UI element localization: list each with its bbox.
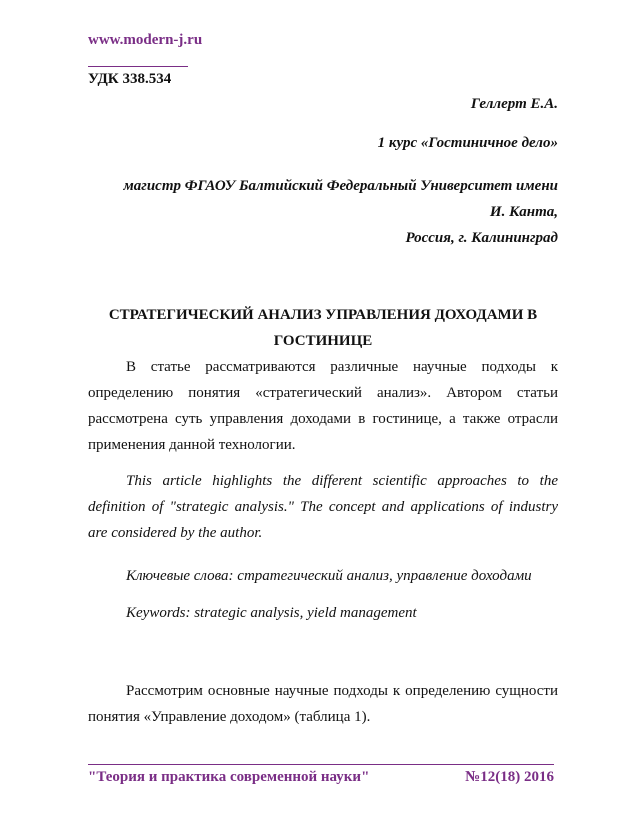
- abstract-russian: В статье рассматриваются различные научные подходы к определению понятия «стратегический анализ». Автором статьи рассмотрена суть управления доходами в гостинице, а также отрасли применения данной технологии.: [88, 359, 558, 453]
- author-course: 1 курс «Гостиничное дело»: [377, 135, 558, 151]
- author-name: Геллерт Е.А.: [470, 96, 558, 112]
- footer-divider: [88, 764, 554, 765]
- header-divider: [88, 66, 188, 67]
- author-affiliation: магистр ФГАОУ Балтийский Федеральный Университет имени И. Канта,: [123, 178, 558, 220]
- intro-paragraph: Рассмотрим основные научные подходы к определению сущности понятия «Управление доходом» (таблица 1).: [88, 683, 558, 725]
- journal-name: "Теория и практика современной науки": [88, 769, 370, 785]
- article-title: СТРАТЕГИЧЕСКИЙ АНАЛИЗ УПРАВЛЕНИЯ ДОХОДАМИ В ГОСТИНИЦЕ: [108, 307, 538, 349]
- site-url[interactable]: www.modern-j.ru: [88, 32, 203, 48]
- keywords-russian: Ключевые слова: стратегический анализ, управление доходами: [126, 568, 532, 584]
- keywords-english: Keywords: strategic analysis, yield management: [126, 605, 417, 621]
- abstract-english: This article highlights the different scientific approaches to the definition of "strategic analysis." The concept and applications of industry are considered by the author.: [88, 473, 558, 541]
- issue-number: №12(18) 2016: [465, 769, 554, 785]
- author-location: Россия, г. Калининград: [405, 230, 558, 246]
- udk-code: УДК 338.534: [88, 71, 172, 87]
